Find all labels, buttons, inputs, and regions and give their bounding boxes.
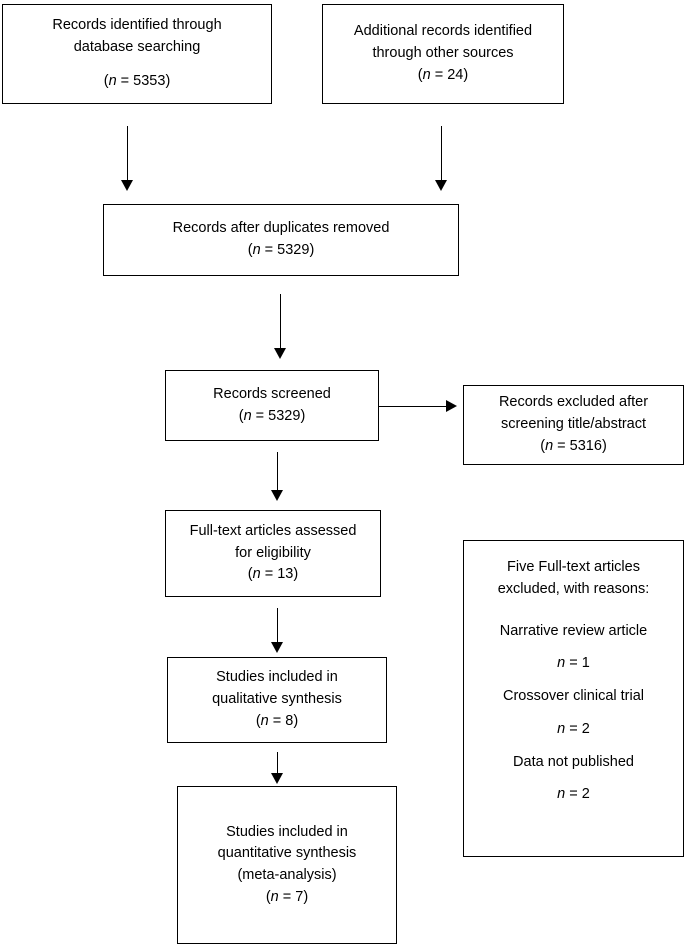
arrow-duplicates-to-screened	[280, 294, 281, 350]
excluded-reason-1: Narrative review article	[499, 622, 648, 639]
box-records-screened-line1: Records screened	[213, 385, 331, 402]
box-records-excluded-count: (n = 5316)	[540, 437, 607, 454]
box-quantitative-synthesis	[177, 786, 397, 944]
excluded-reason-2: Crossover clinical trial	[502, 688, 644, 704]
arrow-qualitative-to-quantitative	[277, 752, 278, 775]
box-records-identified-count: (n = 5353)	[103, 73, 171, 90]
box-qualitative-count: (n = 8)	[255, 712, 299, 729]
box-quantitative-line2: quantitative synthesis	[217, 845, 357, 862]
arrowhead-down-icon	[121, 180, 133, 191]
arrowhead-down-icon	[274, 348, 286, 359]
box-fulltext-excluded-reasons	[463, 540, 684, 857]
arrowhead-down-icon	[271, 490, 283, 501]
box-records-excluded-line2: screening title/abstract	[500, 416, 647, 433]
arrow-additional-to-duplicates	[441, 126, 442, 182]
box-records-identified	[2, 4, 272, 104]
box-fulltext-assessed	[165, 510, 381, 597]
box-records-excluded-screening	[463, 385, 684, 465]
excluded-reason-3: Data not published	[513, 753, 634, 770]
box-quantitative-line1: Studies included in	[226, 823, 348, 840]
box-additional-records-line2: through other sources	[372, 45, 514, 62]
box-duplicates-line1: Records after duplicates removed	[172, 220, 390, 237]
box-duplicates-count: (n = 5329)	[247, 242, 315, 258]
box-records-excluded-line1: Records excluded after	[498, 394, 649, 411]
box-qualitative-line1: Studies included in	[216, 669, 338, 686]
box-quantitative-line3: (meta-analysis)	[237, 867, 337, 883]
arrowhead-down-icon	[271, 642, 283, 653]
box-records-after-duplicates-removed	[103, 204, 459, 276]
box-fulltext-line2: for eligibility	[235, 544, 311, 561]
excluded-reason-1-count: n = 1	[557, 655, 590, 672]
box-fulltext-count: (n = 13)	[247, 566, 299, 583]
box-additional-records-count: (n = 24)	[417, 66, 469, 83]
box-qualitative-line2: qualitative synthesis	[212, 691, 342, 708]
box-additional-records	[322, 4, 564, 104]
box-records-identified-line1: Records identified through	[52, 16, 222, 33]
arrowhead-down-icon	[435, 180, 447, 191]
box-additional-records-line1: Additional records identified	[353, 23, 533, 40]
arrow-fulltext-to-qualitative	[277, 608, 278, 644]
arrow-identified-to-duplicates	[127, 126, 128, 182]
box-qualitative-synthesis	[167, 657, 387, 743]
box-quantitative-count: (n = 7)	[265, 888, 309, 905]
excluded-reason-2-count: n = 2	[557, 720, 590, 737]
arrowhead-right-icon	[446, 400, 457, 412]
excluded-reason-3-count: n = 2	[557, 786, 590, 803]
excluded-reasons-header2: excluded, with reasons:	[497, 580, 650, 597]
arrowhead-down-icon	[271, 773, 283, 784]
arrow-screened-to-fulltext	[277, 452, 278, 492]
box-records-screened	[165, 370, 379, 441]
arrow-screened-to-excluded	[379, 406, 447, 407]
box-records-screened-count: (n = 5329)	[238, 407, 306, 424]
box-records-identified-line2: database searching	[73, 38, 201, 55]
excluded-reasons-header1: Five Full-text articles	[507, 559, 640, 575]
box-fulltext-line1: Full-text articles assessed	[189, 522, 357, 539]
